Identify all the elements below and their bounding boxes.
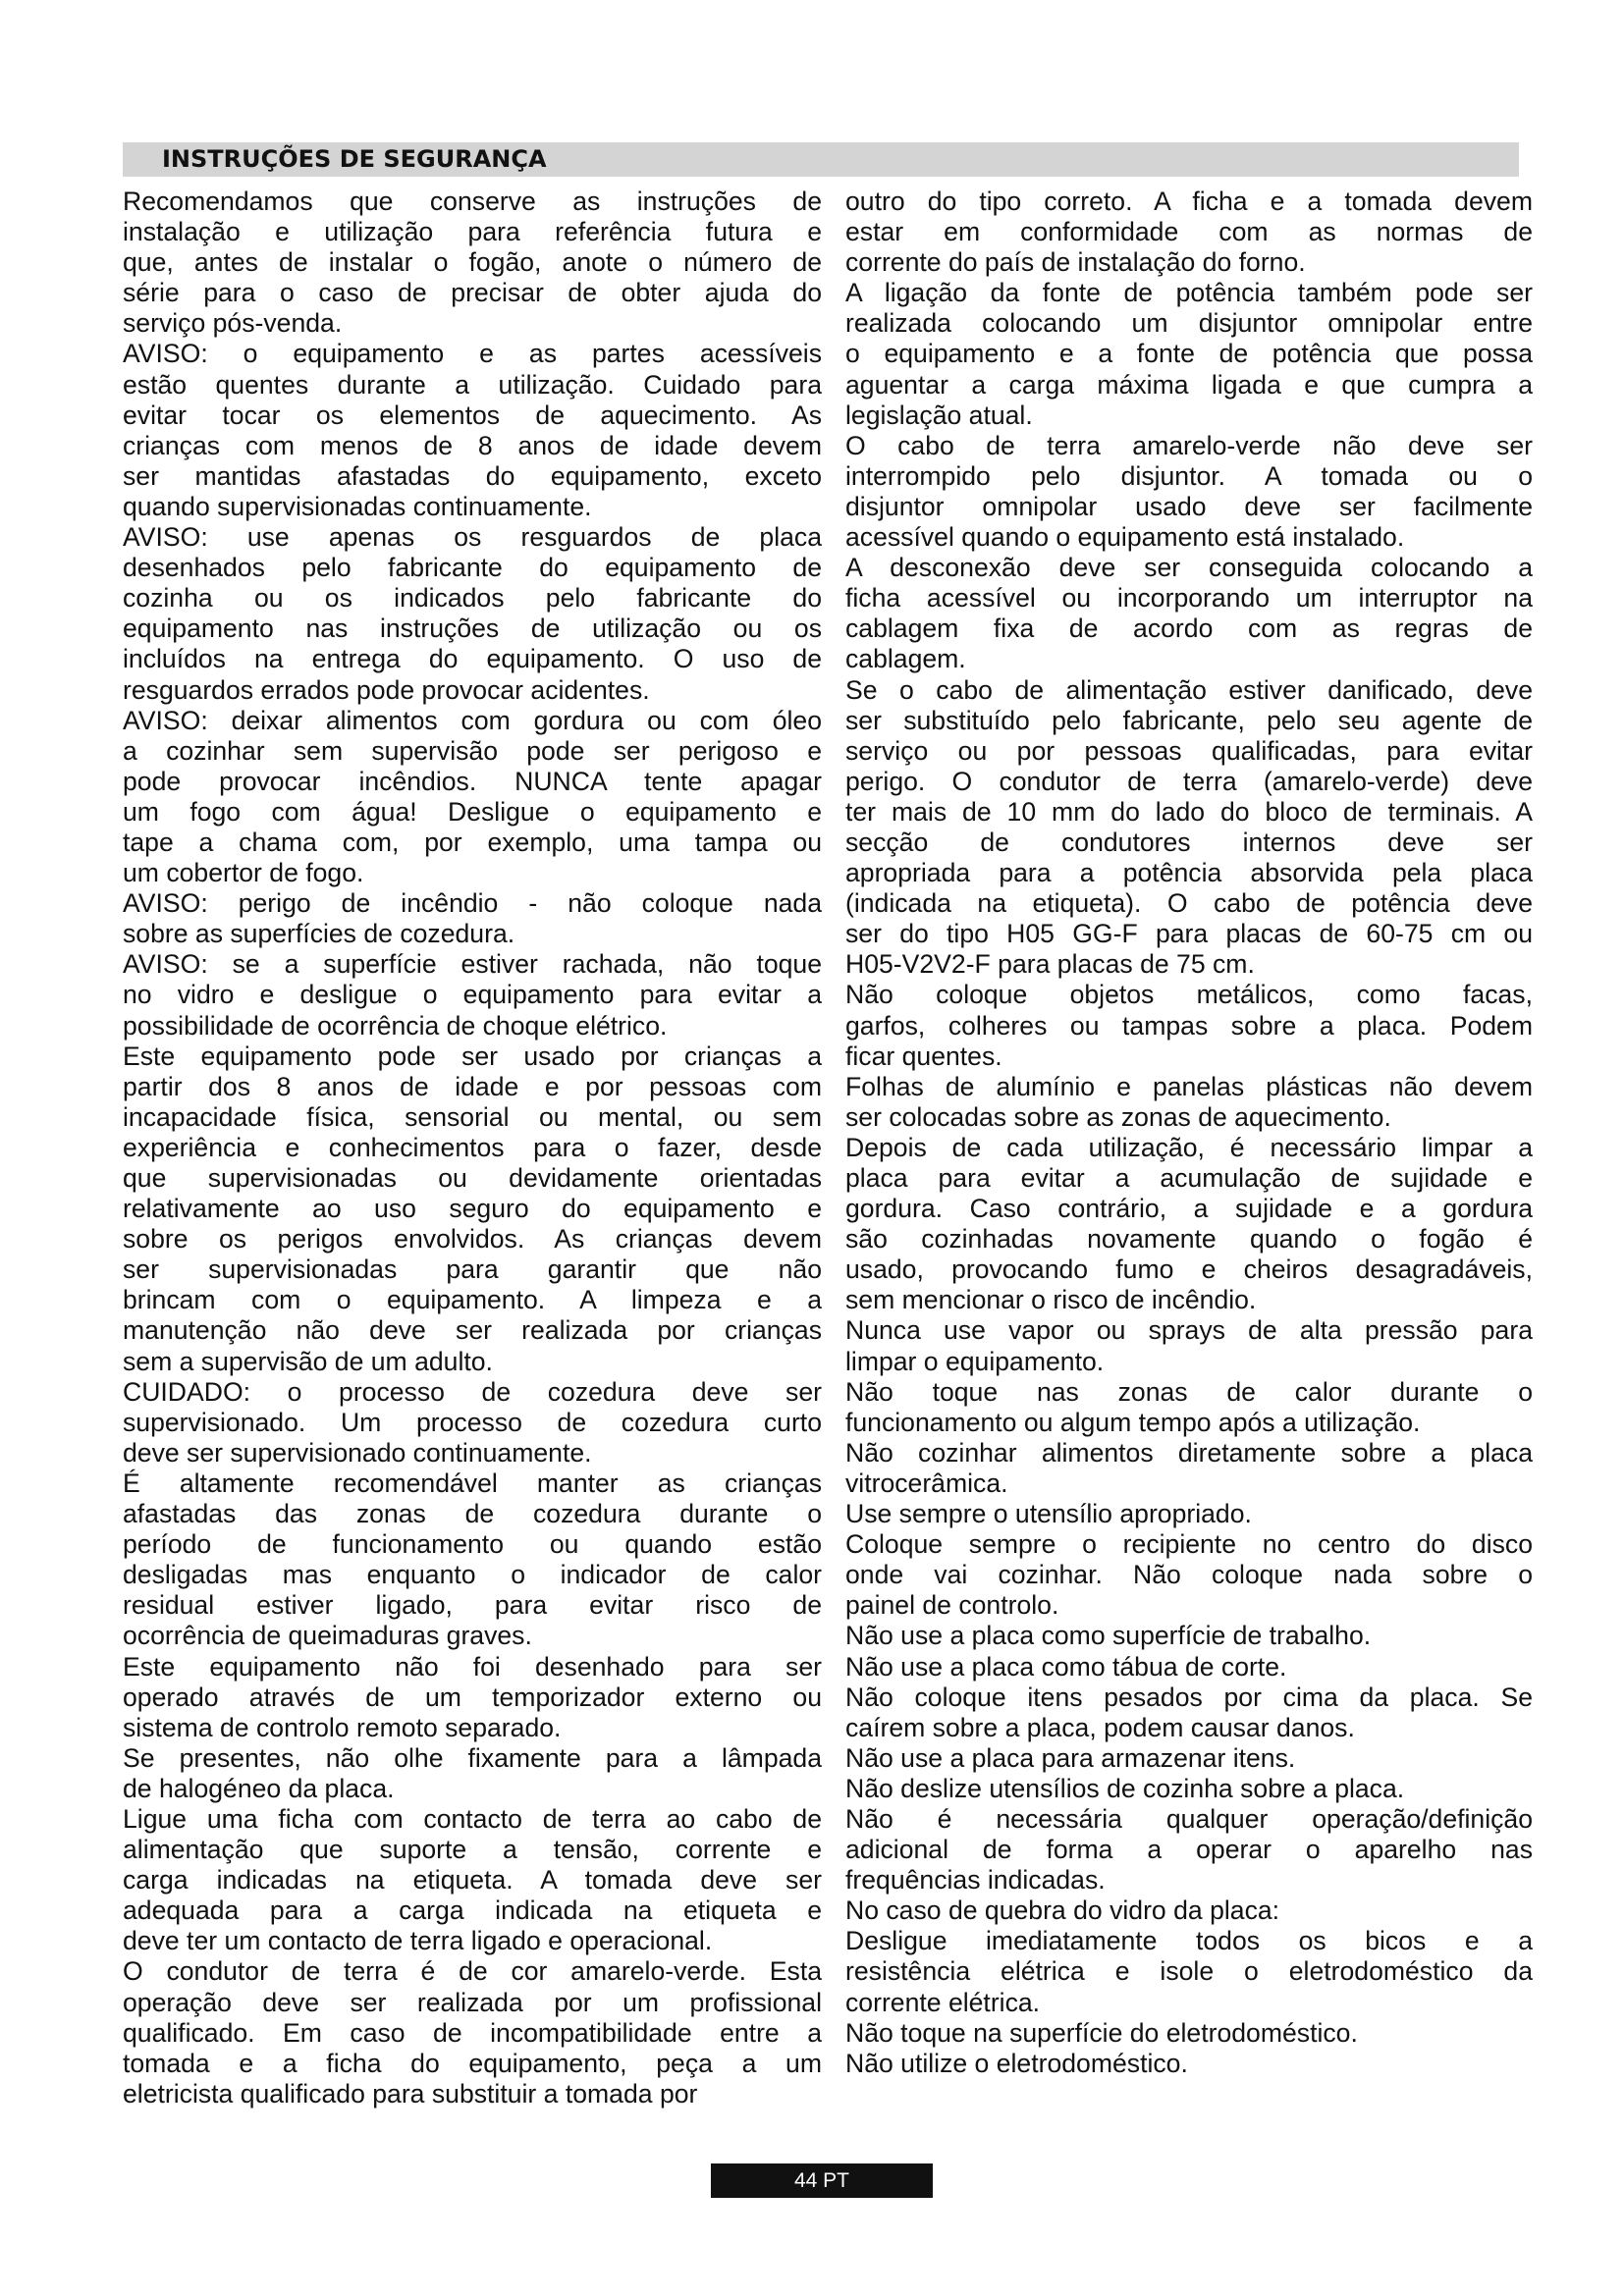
text-line: um fogo com água! Desligue o equipamento e xyxy=(123,796,822,827)
text-line: ser substituído pelo fabricante, pelo seu agente de xyxy=(845,705,1533,735)
text-line: garfos, colheres ou tampas sobre a placa. Podem xyxy=(845,1010,1533,1041)
text-line: Ligue uma ficha com contacto de terra ao cabo de xyxy=(123,1803,822,1834)
text-line: deve ser supervisionado continuamente. xyxy=(123,1437,592,1468)
text-line: usado, provocando fumo e cheiros desagradáveis, xyxy=(845,1255,1533,1285)
text-line: são cozinhadas novamente quando o fogão é xyxy=(845,1224,1533,1255)
text-line: ocorrência de queimaduras graves. xyxy=(123,1621,532,1651)
text-line: AVISO: deixar alimentos com gordura ou com óleo xyxy=(123,705,822,735)
text-line: Coloque sempre o recipiente no centro do disco xyxy=(845,1529,1533,1560)
text-line: incapacidade física, sensorial ou mental, ou sem xyxy=(123,1101,822,1132)
text-line: Se presentes, não olhe fixamente para a lâmpada xyxy=(123,1742,822,1773)
text-line: ser supervisionadas para garantir que não xyxy=(123,1255,822,1285)
text-line: cozinha ou os indicados pelo fabricante do xyxy=(123,583,822,614)
text-line: resguardos errados pode provocar acidentes. xyxy=(123,674,650,705)
text-line: Não utilize o eletrodoméstico. xyxy=(845,2048,1188,2078)
text-line: Não é necessária qualquer operação/definição xyxy=(845,1803,1533,1834)
text-line: Não toque nas zonas de calor durante o xyxy=(845,1376,1533,1407)
text-line: AVISO: use apenas os resguardos de placa xyxy=(123,522,822,553)
text-line: ser do tipo H05 GG-F para placas de 60-75 cm ou xyxy=(845,919,1533,949)
text-line: Desligue imediatamente todos os bicos e a xyxy=(845,1926,1533,1956)
text-line: relativamente ao uso seguro do equipamento e xyxy=(123,1194,822,1224)
text-line: Não use a placa para armazenar itens. xyxy=(845,1742,1296,1773)
text-line: sistema de controlo remoto separado. xyxy=(123,1712,562,1742)
text-line: caírem sobre a placa, podem causar danos. xyxy=(845,1712,1355,1742)
text-line: sem a supervisão de um adulto. xyxy=(123,1346,493,1376)
text-line: corrente do país de instalação do forno. xyxy=(845,247,1306,278)
section-title: INSTRUÇÕES DE SEGURANÇA xyxy=(123,142,1519,177)
text-line: Não coloque itens pesados por cima da placa. Se xyxy=(845,1682,1533,1712)
text-line: vitrocerâmica. xyxy=(845,1468,1008,1498)
text-line: perigo. O condutor de terra (amarelo-verde) deve xyxy=(845,766,1533,796)
text-line: estar em conformidade com as normas de xyxy=(845,217,1533,247)
text-line: serviço pós-venda. xyxy=(123,308,343,339)
text-line: No caso de quebra do vidro da placa: xyxy=(845,1896,1280,1926)
text-line: cablagem fixa de acordo com as regras de xyxy=(845,614,1533,644)
text-line: Depois de cada utilização, é necessário limpar a xyxy=(845,1132,1533,1162)
left-text-column xyxy=(123,187,822,2109)
text-line: ficha acessível ou incorporando um interruptor na xyxy=(845,583,1533,614)
right-text-column xyxy=(845,187,1533,2079)
text-line: sobre as superfícies de cozedura. xyxy=(123,919,515,949)
text-line: no vidro e desligue o equipamento para evitar a xyxy=(123,980,822,1010)
text-line: cablagem. xyxy=(845,644,966,674)
text-line: adicional de forma a operar o aparelho nas xyxy=(845,1835,1533,1865)
text-line: O condutor de terra é de cor amarelo-verde. Esta xyxy=(123,1956,822,1987)
text-line: ser colocadas sobre as zonas de aquecimento. xyxy=(845,1101,1391,1132)
text-line: O cabo de terra amarelo-verde não deve ser xyxy=(845,430,1533,460)
page-number: 44 PT xyxy=(711,2163,933,2198)
text-line: painel de controlo. xyxy=(845,1590,1059,1621)
text-line: secção de condutores internos deve ser xyxy=(845,827,1533,857)
text-line: incluídos na entrega do equipamento. O uso de xyxy=(123,644,822,674)
text-line: apropriada para a potência absorvida pela placa xyxy=(845,858,1533,888)
text-line: instalação e utilização para referência futura e xyxy=(123,217,822,247)
text-line: Não coloque objetos metálicos, como facas, xyxy=(845,980,1533,1010)
text-line: frequências indicadas. xyxy=(845,1865,1106,1896)
text-line: É altamente recomendável manter as crianças xyxy=(123,1468,822,1498)
text-line: crianças com menos de 8 anos de idade devem xyxy=(123,430,822,460)
text-line: Nunca use vapor ou sprays de alta pressão para xyxy=(845,1315,1533,1346)
text-line: ficar quentes. xyxy=(845,1041,1002,1071)
text-line: evitar tocar os elementos de aquecimento. As xyxy=(123,400,822,430)
text-line: CUIDADO: o processo de cozedura deve ser xyxy=(123,1376,822,1407)
text-line: equipamento nas instruções de utilização ou os xyxy=(123,614,822,644)
text-line: um cobertor de fogo. xyxy=(123,858,364,888)
text-line: tape a chama com, por exemplo, uma tampa ou xyxy=(123,827,822,857)
text-line: carga indicadas na etiqueta. A tomada deve ser xyxy=(123,1865,822,1896)
text-line: interrompido pelo disjuntor. A tomada ou o xyxy=(845,460,1533,491)
text-line: resistência elétrica e isole o eletrodoméstico da xyxy=(845,1956,1533,1987)
text-line: residual estiver ligado, para evitar risco de xyxy=(123,1590,822,1621)
text-line: A ligação da fonte de potência também pode ser xyxy=(845,278,1533,308)
text-line: disjuntor omnipolar usado deve ser facilmente xyxy=(845,491,1533,521)
text-line: desligadas mas enquanto o indicador de calor xyxy=(123,1560,822,1590)
text-line: possibilidade de ocorrência de choque elétrico. xyxy=(123,1010,668,1041)
text-line: a cozinhar sem supervisão pode ser perigoso e xyxy=(123,735,822,766)
text-line: outro do tipo correto. A ficha e a tomada devem xyxy=(845,187,1533,216)
text-line: AVISO: perigo de incêndio - não coloque nada xyxy=(123,888,822,919)
text-line: acessível quando o equipamento está instalado. xyxy=(845,522,1405,553)
text-line: Se o cabo de alimentação estiver danificado, deve xyxy=(845,674,1533,705)
text-line: operação deve ser realizada por um profissional xyxy=(123,1987,822,2017)
text-line: qualificado. Em caso de incompatibilidade entre a xyxy=(123,2017,822,2048)
text-line: aguentar a carga máxima ligada e que cumpra a xyxy=(845,369,1533,400)
text-line: sobre os perigos envolvidos. As crianças devem xyxy=(123,1224,822,1255)
text-line: onde vai cozinhar. Não coloque nada sobre o xyxy=(845,1560,1533,1590)
text-line: adequada para a carga indicada na etiqueta e xyxy=(123,1896,822,1926)
text-line: A desconexão deve ser conseguida colocando a xyxy=(845,553,1533,583)
text-line: pode provocar incêndios. NUNCA tente apagar xyxy=(123,766,822,796)
text-line: placa para evitar a acumulação de sujidade e xyxy=(845,1163,1533,1193)
text-line: Não cozinhar alimentos diretamente sobre a placa xyxy=(845,1437,1533,1468)
text-line: limpar o equipamento. xyxy=(845,1346,1105,1376)
text-line: brincam com o equipamento. A limpeza e a xyxy=(123,1285,822,1315)
text-line: Não toque na superfície do eletrodoméstico. xyxy=(845,2017,1358,2048)
text-line: Este equipamento não foi desenhado para ser xyxy=(123,1651,822,1682)
text-line: afastadas das zonas de cozedura durante o xyxy=(123,1499,822,1529)
text-line: H05-V2V2-F para placas de 75 cm. xyxy=(845,949,1255,980)
text-line: Use sempre o utensílio apropriado. xyxy=(845,1499,1252,1529)
text-line: que, antes de instalar o fogão, anote o número de xyxy=(123,247,822,278)
text-line: gordura. Caso contrário, a sujidade e a gordura xyxy=(845,1194,1533,1224)
text-line: alimentação que suporte a tensão, corrente e xyxy=(123,1835,822,1865)
text-line: AVISO: se a superfície estiver rachada, não toque xyxy=(123,949,822,980)
text-line: período de funcionamento ou quando estão xyxy=(123,1529,822,1560)
text-line: corrente elétrica. xyxy=(845,1987,1041,2017)
text-line: que supervisionadas ou devidamente orientadas xyxy=(123,1163,822,1193)
text-line: ser mantidas afastadas do equipamento, exceto xyxy=(123,460,822,491)
text-line: ter mais de 10 mm do lado do bloco de terminais. A xyxy=(845,796,1533,827)
text-line: deve ter um contacto de terra ligado e operacional. xyxy=(123,1926,713,1956)
text-line: partir dos 8 anos de idade e por pessoas com xyxy=(123,1071,822,1101)
text-line: manutenção não deve ser realizada por crianças xyxy=(123,1315,822,1346)
text-line: Não deslize utensílios de cozinha sobre a placa. xyxy=(845,1773,1405,1803)
text-line: quando supervisionadas continuamente. xyxy=(123,491,592,521)
text-line: sem mencionar o risco de incêndio. xyxy=(845,1285,1257,1315)
text-line: Folhas de alumínio e panelas plásticas não devem xyxy=(845,1071,1533,1101)
text-line: o equipamento e a fonte de potência que possa xyxy=(845,339,1533,369)
text-line: operado através de um temporizador externo ou xyxy=(123,1682,822,1712)
text-line: Não use a placa como superfície de trabalho. xyxy=(845,1621,1372,1651)
text-line: estão quentes durante a utilização. Cuidado para xyxy=(123,369,822,400)
text-line: serviço ou por pessoas qualificadas, para evitar xyxy=(845,735,1533,766)
text-line: de halogéneo da placa. xyxy=(123,1773,395,1803)
text-line: desenhados pelo fabricante do equipamento de xyxy=(123,553,822,583)
text-line: Este equipamento pode ser usado por crianças a xyxy=(123,1041,822,1071)
text-line: série para o caso de precisar de obter ajuda do xyxy=(123,278,822,308)
text-line: Recomendamos que conserve as instruções de xyxy=(123,187,822,216)
text-line: eletricista qualificado para substituir a tomada por xyxy=(123,2078,698,2109)
text-line: funcionamento ou algum tempo após a utilização. xyxy=(845,1407,1421,1437)
text-line: Não use a placa como tábua de corte. xyxy=(845,1651,1287,1682)
text-line: realizada colocando um disjuntor omnipolar entre xyxy=(845,308,1533,339)
text-line: supervisionado. Um processo de cozedura curto xyxy=(123,1407,822,1437)
text-line: experiência e conhecimentos para o fazer, desde xyxy=(123,1132,822,1162)
text-line: tomada e a ficha do equipamento, peça a um xyxy=(123,2048,822,2078)
text-line: legislação atual. xyxy=(845,400,1033,430)
text-line: AVISO: o equipamento e as partes acessíveis xyxy=(123,339,822,369)
text-line: (indicada na etiqueta). O cabo de potência deve xyxy=(845,888,1533,919)
